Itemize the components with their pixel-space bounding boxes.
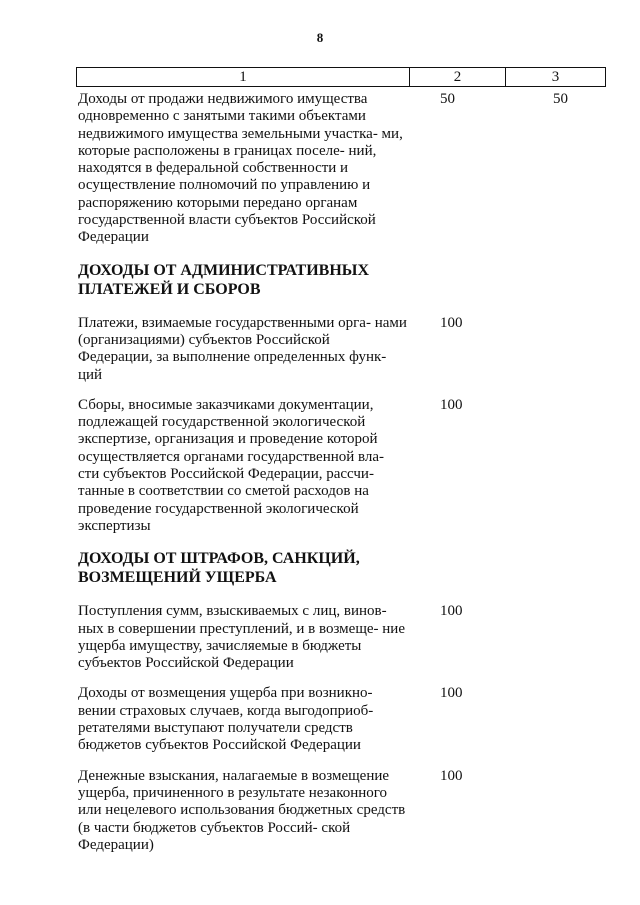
header-col-3: 3	[551, 69, 560, 85]
table-row	[78, 685, 608, 754]
table-body	[78, 91, 608, 854]
row-value-col2: 100	[440, 603, 463, 620]
row-value-col2: 100	[440, 767, 463, 784]
row-value-col2: 50	[440, 91, 455, 107]
table-header	[76, 67, 606, 87]
row-value-col2: 100	[440, 396, 463, 413]
table-row	[78, 603, 608, 672]
row-value-col3: 50	[553, 91, 568, 107]
table-row	[78, 397, 608, 535]
header-col-2: 2	[410, 68, 506, 86]
row-description: Денежные взыскания, налагаемые в возмещение ущерба, причиненного в результате незаконного или нецелевого использования бюджетных средств (в части бюджетов субъектов Россий- ской Федерации)	[78, 767, 406, 853]
row-description: Сборы, вносимые заказчиками документации, подлежащей государственной экологической экспертизе, организация и проведение которой осуществляется органами государственной вла- сти субъектов Российской Федерации, рассчи- танные в соответствии со сметой расходов на проведение государственной экологической экспертизы	[78, 396, 385, 534]
row-description: Платежи, взимаемые государственными орга- нами (организациями) субъектов Российской Федерации, за выполнение определенных функ- ций	[78, 314, 407, 383]
row-description: Поступления сумм, взыскиваемых с лиц, винов- ных в совершении преступлений, и в возмеще- ние ущерба имуществу, зачисляемые в бюджеты субъектов Российской Федерации	[78, 603, 405, 672]
section-heading: ДОХОДЫ ОТ АДМИНИСТРАТИВНЫХ ПЛАТЕЖЕЙ И СБОРОВ	[78, 261, 370, 298]
table-row	[78, 768, 608, 854]
row-value-col2: 100	[440, 685, 463, 702]
table-row	[78, 91, 608, 247]
section-heading: ДОХОДЫ ОТ ШТРАФОВ, САНКЦИЙ, ВОЗМЕЩЕНИЙ УЩЕРБА	[78, 550, 360, 587]
table-row	[78, 315, 608, 384]
page-number: 8	[316, 30, 324, 45]
row-description: Доходы от продажи недвижимого имущества одновременно с занятыми такими объектами недвижимого имущества земельными участка- ми, которые расположены в границах поселе- ний, находятся в федеральной собственности и осуществление полномочий по управлению и распоряжению которыми передано органам государственной власти субъектов Российской Федерации	[78, 91, 403, 246]
row-value-col2: 100	[440, 314, 463, 331]
header-col-1: 1	[77, 68, 410, 86]
row-description: Доходы от возмещения ущерба при возникно- вении страховых случаев, когда выгодоприоб- ретателями выступают получатели средств бюджетов субъектов Российской Федерации	[78, 685, 374, 754]
